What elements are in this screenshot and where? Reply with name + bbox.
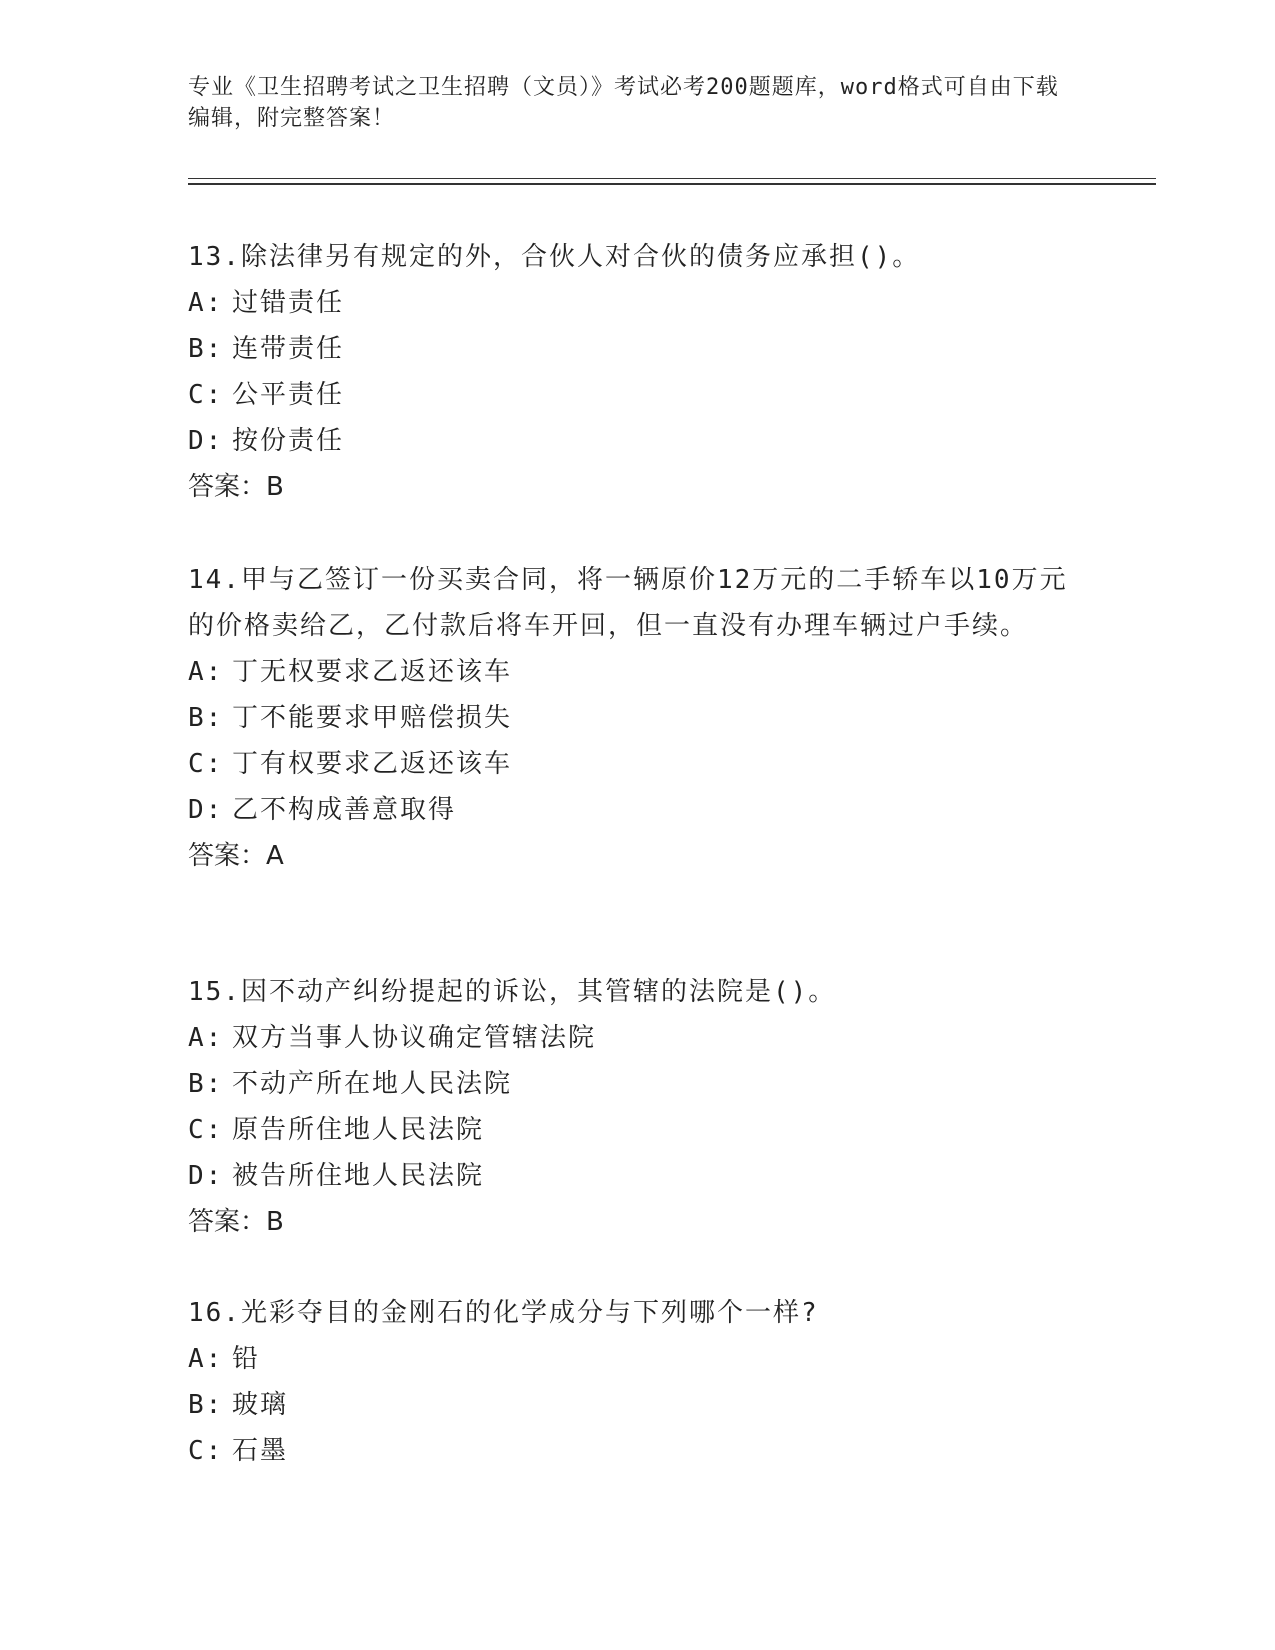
option-b (188, 695, 1088, 741)
option-text: 铅 (232, 1344, 261, 1374)
question-15 (188, 969, 1088, 1245)
option-letter: C: (188, 380, 224, 410)
option-text: 连带责任 (232, 334, 345, 364)
option-c (188, 741, 1088, 787)
question-stem: 15.因不动产纠纷提起的诉讼，其管辖的法院是()。 (188, 977, 837, 1007)
option-letter: D: (188, 795, 224, 825)
question-stem: 16.光彩夺目的金刚石的化学成分与下列哪个一样? (188, 1298, 819, 1328)
option-text: 石墨 (232, 1436, 289, 1466)
option-letter: B: (188, 1390, 224, 1420)
option-text: 原告所住地人民法院 (232, 1115, 485, 1145)
option-a (188, 280, 1088, 326)
option-a (188, 1015, 1088, 1061)
option-b (188, 326, 1088, 372)
option-text: 丁不能要求甲赔偿损失 (232, 703, 513, 733)
option-text: 过错责任 (232, 288, 345, 318)
option-d (188, 787, 1088, 833)
option-c (188, 1428, 1088, 1474)
option-a (188, 649, 1088, 695)
option-text: 双方当事人协议确定管辖法院 (232, 1023, 597, 1053)
option-letter: C: (188, 749, 224, 779)
header-divider-thick (188, 183, 1156, 185)
question-13 (188, 234, 1088, 510)
question-14 (188, 557, 1088, 879)
option-letter: A: (188, 1023, 224, 1053)
question-stem: 14.甲与乙签订一份买卖合同，将一辆原价12万元的二手轿车以10万元的价格卖给乙，乙付款后将车开回，但一直没有办理车辆过户手续。 (188, 565, 1068, 641)
option-letter: A: (188, 288, 224, 318)
answer-line: 答案：A (188, 841, 284, 871)
option-letter: C: (188, 1436, 224, 1466)
option-text: 按份责任 (232, 426, 345, 456)
answer-line: 答案：B (188, 1207, 284, 1237)
option-b (188, 1382, 1088, 1428)
option-b (188, 1061, 1088, 1107)
option-d (188, 418, 1088, 464)
option-text: 丁无权要求乙返还该车 (232, 657, 513, 687)
option-letter: B: (188, 703, 224, 733)
option-letter: B: (188, 1069, 224, 1099)
question-16 (188, 1290, 1088, 1474)
header-divider-thin (188, 178, 1156, 179)
option-text: 乙不构成善意取得 (232, 795, 457, 825)
option-letter: D: (188, 1161, 224, 1191)
document-header: 专业《卫生招聘考试之卫生招聘（文员）》考试必考200题题库，word格式可自由下载编辑，附完整答案！ (188, 75, 1059, 131)
option-text: 不动产所在地人民法院 (232, 1069, 513, 1099)
question-stem: 13.除法律另有规定的外，合伙人对合伙的债务应承担()。 (188, 242, 921, 272)
answer-line: 答案：B (188, 472, 284, 502)
option-a (188, 1336, 1088, 1382)
option-text: 丁有权要求乙返还该车 (232, 749, 513, 779)
option-letter: C: (188, 1115, 224, 1145)
option-d (188, 1153, 1088, 1199)
option-letter: A: (188, 1344, 224, 1374)
option-letter: D: (188, 426, 224, 456)
option-text: 玻璃 (232, 1390, 289, 1420)
option-text: 被告所住地人民法院 (232, 1161, 485, 1191)
option-text: 公平责任 (232, 380, 345, 410)
option-c (188, 1107, 1088, 1153)
option-letter: A: (188, 657, 224, 687)
option-c (188, 372, 1088, 418)
option-letter: B: (188, 334, 224, 364)
